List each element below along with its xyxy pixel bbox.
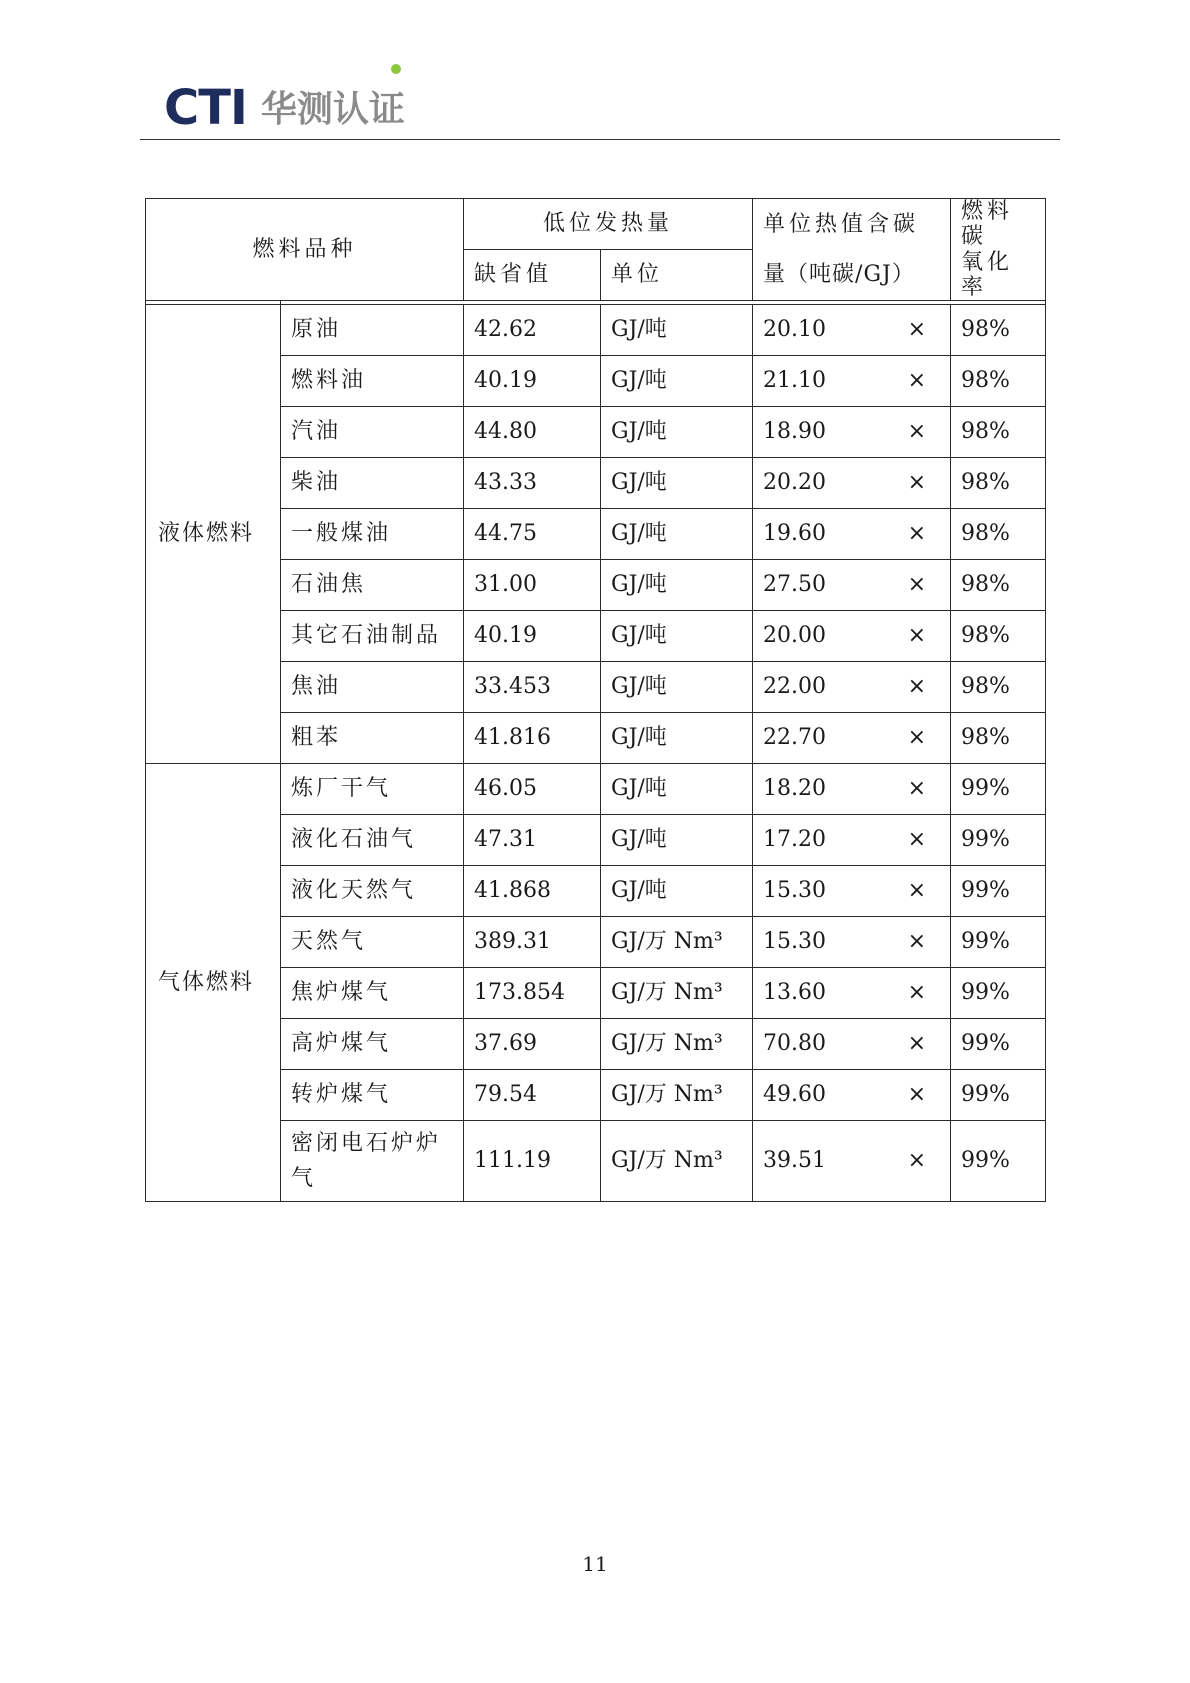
value-unit: GJ/吨 (601, 611, 753, 662)
oxidation-rate: 98% (951, 509, 1046, 560)
carbon-content-cell (753, 1070, 951, 1121)
carbon-content-wrap (763, 725, 940, 750)
default-value: 173.854 (464, 968, 601, 1019)
carbon-content-cell (753, 1019, 951, 1070)
multiply-icon: × (907, 980, 926, 1006)
oxidation-rate: 99% (951, 1070, 1046, 1121)
fuel-emission-factor-table (145, 304, 1046, 1202)
value-unit: GJ/吨 (601, 713, 753, 764)
header-rule (140, 139, 1060, 140)
fuel-name: 炼厂干气 (281, 764, 464, 815)
table-row (146, 764, 1046, 815)
default-value: 44.80 (464, 407, 601, 458)
carbon-content-wrap (763, 674, 940, 699)
fuel-name: 一般煤油 (281, 509, 464, 560)
carbon-content-cell (753, 560, 951, 611)
value-unit: GJ/吨 (601, 305, 753, 356)
carbon-content-wrap (763, 980, 940, 1005)
carbon-content-wrap (763, 419, 940, 444)
oxidation-rate: 98% (951, 407, 1046, 458)
multiply-icon: × (907, 929, 926, 955)
value-unit: GJ/万 Nm³ (601, 917, 753, 968)
header-default-value: 缺省值 (464, 250, 601, 301)
oxidation-rate: 99% (951, 866, 1046, 917)
multiply-icon: × (907, 827, 926, 853)
multiply-icon: × (907, 1082, 926, 1108)
default-value: 41.868 (464, 866, 601, 917)
default-value: 37.69 (464, 1019, 601, 1070)
oxidation-rate: 99% (951, 1121, 1046, 1202)
carbon-content-value: 18.20 (763, 776, 826, 802)
carbon-content-wrap (763, 368, 940, 393)
value-unit: GJ/万 Nm³ (601, 1070, 753, 1121)
carbon-content-value: 17.20 (763, 827, 826, 853)
fuel-name: 粗苯 (281, 713, 464, 764)
carbon-content-wrap (763, 1082, 940, 1107)
header-oxidation-line1: 燃料碳 (951, 199, 1046, 250)
carbon-content-wrap (763, 623, 940, 648)
carbon-content-cell (753, 305, 951, 356)
multiply-icon: × (907, 878, 926, 904)
fuel-name: 转炉煤气 (281, 1070, 464, 1121)
fuel-name: 液化天然气 (281, 866, 464, 917)
carbon-content-cell (753, 356, 951, 407)
table-row (146, 458, 1046, 509)
table-row (146, 305, 1046, 356)
oxidation-rate: 99% (951, 968, 1046, 1019)
fuel-name: 密闭电石炉炉气 (281, 1121, 464, 1202)
carbon-content-value: 20.00 (763, 623, 826, 649)
table-header (145, 198, 1046, 307)
value-unit: GJ/吨 (601, 356, 753, 407)
header-ncv: 低位发热量 (464, 199, 753, 250)
logo-chinese-name: 华测认证 (260, 89, 405, 130)
fuel-name: 其它石油制品 (281, 611, 464, 662)
carbon-content-value: 19.60 (763, 521, 826, 547)
carbon-content-value: 20.20 (763, 470, 826, 496)
multiply-icon: × (907, 725, 926, 751)
carbon-content-value: 15.30 (763, 878, 826, 904)
fuel-name: 汽油 (281, 407, 464, 458)
carbon-content-cell (753, 815, 951, 866)
page-number: 11 (582, 1552, 608, 1576)
fuel-name: 石油焦 (281, 560, 464, 611)
fuel-name: 原油 (281, 305, 464, 356)
value-unit: GJ/吨 (601, 764, 753, 815)
carbon-content-value: 39.51 (763, 1148, 826, 1174)
table-row (146, 611, 1046, 662)
carbon-content-cell (753, 917, 951, 968)
carbon-content-wrap (763, 1031, 940, 1056)
carbon-content-cell (753, 407, 951, 458)
table-row (146, 866, 1046, 917)
table-row (146, 713, 1046, 764)
default-value: 41.816 (464, 713, 601, 764)
fuel-name: 焦炉煤气 (281, 968, 464, 1019)
default-value: 46.05 (464, 764, 601, 815)
fuel-name: 天然气 (281, 917, 464, 968)
oxidation-rate: 98% (951, 713, 1046, 764)
carbon-content-value: 70.80 (763, 1031, 826, 1057)
table-row (146, 968, 1046, 1019)
multiply-icon: × (907, 1148, 926, 1174)
carbon-content-cell (753, 509, 951, 560)
carbon-content-wrap (763, 929, 940, 954)
fuel-name: 焦油 (281, 662, 464, 713)
fuel-name: 液化石油气 (281, 815, 464, 866)
oxidation-rate: 98% (951, 611, 1046, 662)
default-value: 79.54 (464, 1070, 601, 1121)
carbon-content-cell (753, 968, 951, 1019)
oxidation-rate: 98% (951, 662, 1046, 713)
carbon-content-cell (753, 713, 951, 764)
carbon-content-cell (753, 1121, 951, 1202)
oxidation-rate: 98% (951, 458, 1046, 509)
oxidation-rate: 99% (951, 917, 1046, 968)
multiply-icon: × (907, 623, 926, 649)
default-value: 40.19 (464, 611, 601, 662)
multiply-icon: × (907, 470, 926, 496)
table-row (146, 1019, 1046, 1070)
default-value: 31.00 (464, 560, 601, 611)
carbon-content-value: 22.00 (763, 674, 826, 700)
multiply-icon: × (907, 317, 926, 343)
carbon-content-cell (753, 662, 951, 713)
multiply-icon: × (907, 776, 926, 802)
value-unit: GJ/吨 (601, 560, 753, 611)
carbon-content-value: 49.60 (763, 1082, 826, 1108)
table-row (146, 560, 1046, 611)
carbon-content-wrap (763, 572, 940, 597)
multiply-icon: × (907, 572, 926, 598)
table-row (146, 356, 1046, 407)
value-unit: GJ/吨 (601, 407, 753, 458)
carbon-content-wrap (763, 521, 940, 546)
oxidation-rate: 98% (951, 305, 1046, 356)
header-carbon-content-line1: 单位热值含碳 (753, 199, 951, 250)
logo-mark: CTI (164, 80, 247, 136)
header-unit: 单位 (601, 250, 753, 301)
carbon-content-wrap (763, 1148, 940, 1173)
fuel-category: 液体燃料 (146, 305, 281, 764)
carbon-content-cell (753, 611, 951, 662)
value-unit: GJ/万 Nm³ (601, 968, 753, 1019)
multiply-icon: × (907, 368, 926, 394)
table-row (146, 1070, 1046, 1121)
default-value: 389.31 (464, 917, 601, 968)
default-value: 43.33 (464, 458, 601, 509)
carbon-content-cell (753, 458, 951, 509)
fuel-name: 柴油 (281, 458, 464, 509)
company-logo (164, 72, 405, 136)
default-value: 47.31 (464, 815, 601, 866)
value-unit: GJ/吨 (601, 662, 753, 713)
carbon-content-value: 18.90 (763, 419, 826, 445)
oxidation-rate: 99% (951, 815, 1046, 866)
table-row (146, 407, 1046, 458)
header-carbon-content-line2: 量（吨碳/GJ） (753, 250, 951, 301)
fuel-name: 燃料油 (281, 356, 464, 407)
carbon-content-wrap (763, 878, 940, 903)
carbon-content-wrap (763, 776, 940, 801)
table-row (146, 917, 1046, 968)
default-value: 42.62 (464, 305, 601, 356)
carbon-content-value: 22.70 (763, 725, 826, 751)
default-value: 44.75 (464, 509, 601, 560)
value-unit: GJ/吨 (601, 509, 753, 560)
oxidation-rate: 99% (951, 764, 1046, 815)
value-unit: GJ/吨 (601, 815, 753, 866)
table-row (146, 1121, 1046, 1202)
carbon-content-wrap (763, 470, 940, 495)
oxidation-rate: 98% (951, 560, 1046, 611)
multiply-icon: × (907, 419, 926, 445)
carbon-content-value: 20.10 (763, 317, 826, 343)
header-oxidation-line2: 氧化率 (951, 250, 1046, 301)
default-value: 111.19 (464, 1121, 601, 1202)
oxidation-rate: 98% (951, 356, 1046, 407)
table-row (146, 509, 1046, 560)
carbon-content-wrap (763, 317, 940, 342)
logo-dot-icon (391, 64, 401, 74)
value-unit: GJ/吨 (601, 866, 753, 917)
carbon-content-wrap (763, 827, 940, 852)
multiply-icon: × (907, 1031, 926, 1057)
fuel-name: 高炉煤气 (281, 1019, 464, 1070)
default-value: 40.19 (464, 356, 601, 407)
carbon-content-value: 21.10 (763, 368, 826, 394)
carbon-content-cell (753, 866, 951, 917)
oxidation-rate: 99% (951, 1019, 1046, 1070)
carbon-content-value: 13.60 (763, 980, 826, 1006)
carbon-content-value: 15.30 (763, 929, 826, 955)
carbon-content-cell (753, 764, 951, 815)
carbon-content-value: 27.50 (763, 572, 826, 598)
value-unit: GJ/万 Nm³ (601, 1121, 753, 1202)
value-unit: GJ/万 Nm³ (601, 1019, 753, 1070)
table-row (146, 662, 1046, 713)
multiply-icon: × (907, 674, 926, 700)
default-value: 33.453 (464, 662, 601, 713)
fuel-category: 气体燃料 (146, 764, 281, 1202)
table-row (146, 815, 1046, 866)
multiply-icon: × (907, 521, 926, 547)
value-unit: GJ/吨 (601, 458, 753, 509)
header-fuel-type: 燃料品种 (146, 199, 464, 301)
